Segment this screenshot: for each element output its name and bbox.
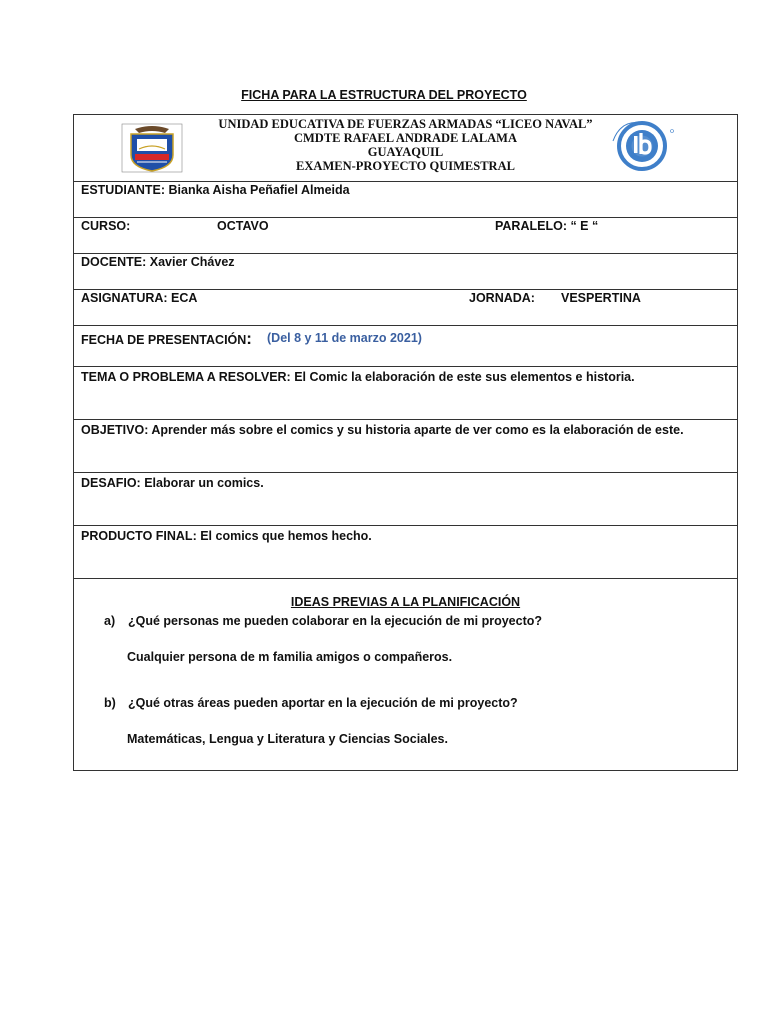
- answer-a: Cualquier persona de m familia amigos o compañeros.: [127, 650, 453, 664]
- question-a: [104, 614, 542, 629]
- question-b: [104, 696, 518, 711]
- subject-field: ASIGNATURA: ECA: [81, 291, 198, 305]
- final-product-row: [74, 526, 738, 579]
- question-b-marker: b): [104, 696, 116, 710]
- shift-value: VESPERTINA: [561, 291, 641, 305]
- school-director: CMDTE RAFAEL ANDRADE LALAMA: [293, 131, 518, 145]
- date-label: [81, 331, 252, 348]
- ideas-row: [74, 579, 738, 771]
- project-form-table: [73, 114, 738, 771]
- topic-field: TEMA O PROBLEMA A RESOLVER: El Comic la elaboración de este sus elementos e historia.: [81, 370, 635, 384]
- objective-row: [74, 420, 738, 473]
- ib-world-school-logo-icon: [603, 121, 681, 171]
- objective-field: OBJETIVO: Aprender más sobre el comics y su historia aparte de ver como es la elaboración de este.: [81, 423, 684, 437]
- challenge-row: [74, 473, 738, 526]
- course-row: [74, 218, 738, 254]
- date-colon: :: [246, 329, 252, 348]
- answer-b: Matemáticas, Lengua y Literatura y Ciencias Sociales.: [127, 732, 448, 746]
- student-field: ESTUDIANTE: Bianka Aisha Peñafiel Almeida: [81, 183, 350, 197]
- header-row: [74, 115, 738, 182]
- question-a-text: ¿Qué personas me pueden colaborar en la ejecución de mi proyecto?: [128, 614, 543, 628]
- school-city: GUAYAQUIL: [367, 145, 444, 159]
- date-value: (Del 8 y 11 de marzo 2021): [267, 331, 422, 345]
- parallel-field: PARALELO: “ E “: [495, 219, 599, 233]
- course-label: CURSO:: [81, 219, 131, 233]
- subject-row: [74, 290, 738, 326]
- ideas-cell: [74, 579, 738, 771]
- document-title: FICHA PARA LA ESTRUCTURA DEL PROYECTO: [241, 88, 527, 102]
- question-b-text: ¿Qué otras áreas pueden aportar en la ejecución de mi proyecto?: [128, 696, 518, 710]
- ideas-title: IDEAS PREVIAS A LA PLANIFICACIÓN: [290, 595, 521, 609]
- teacher-row: [74, 254, 738, 290]
- date-row: [74, 326, 738, 367]
- topic-row: [74, 367, 738, 420]
- student-row: [74, 182, 738, 218]
- school-name: UNIDAD EDUCATIVA DE FUERZAS ARMADAS “LICEO NAVAL”: [218, 117, 593, 131]
- exam-name: EXAMEN-PROYECTO QUIMESTRAL: [296, 159, 515, 173]
- course-value: OCTAVO: [217, 219, 269, 233]
- teacher-field: DOCENTE: Xavier Chávez: [81, 255, 235, 269]
- date-label-text: FECHA DE PRESENTACIÓN: [81, 333, 247, 347]
- shift-label: JORNADA:: [469, 291, 535, 305]
- final-product-field: PRODUCTO FINAL: El comics que hemos hecho.: [81, 529, 372, 543]
- header-cell: [74, 115, 738, 182]
- question-a-marker: a): [104, 614, 116, 628]
- challenge-field: DESAFIO: Elaborar un comics.: [81, 476, 264, 490]
